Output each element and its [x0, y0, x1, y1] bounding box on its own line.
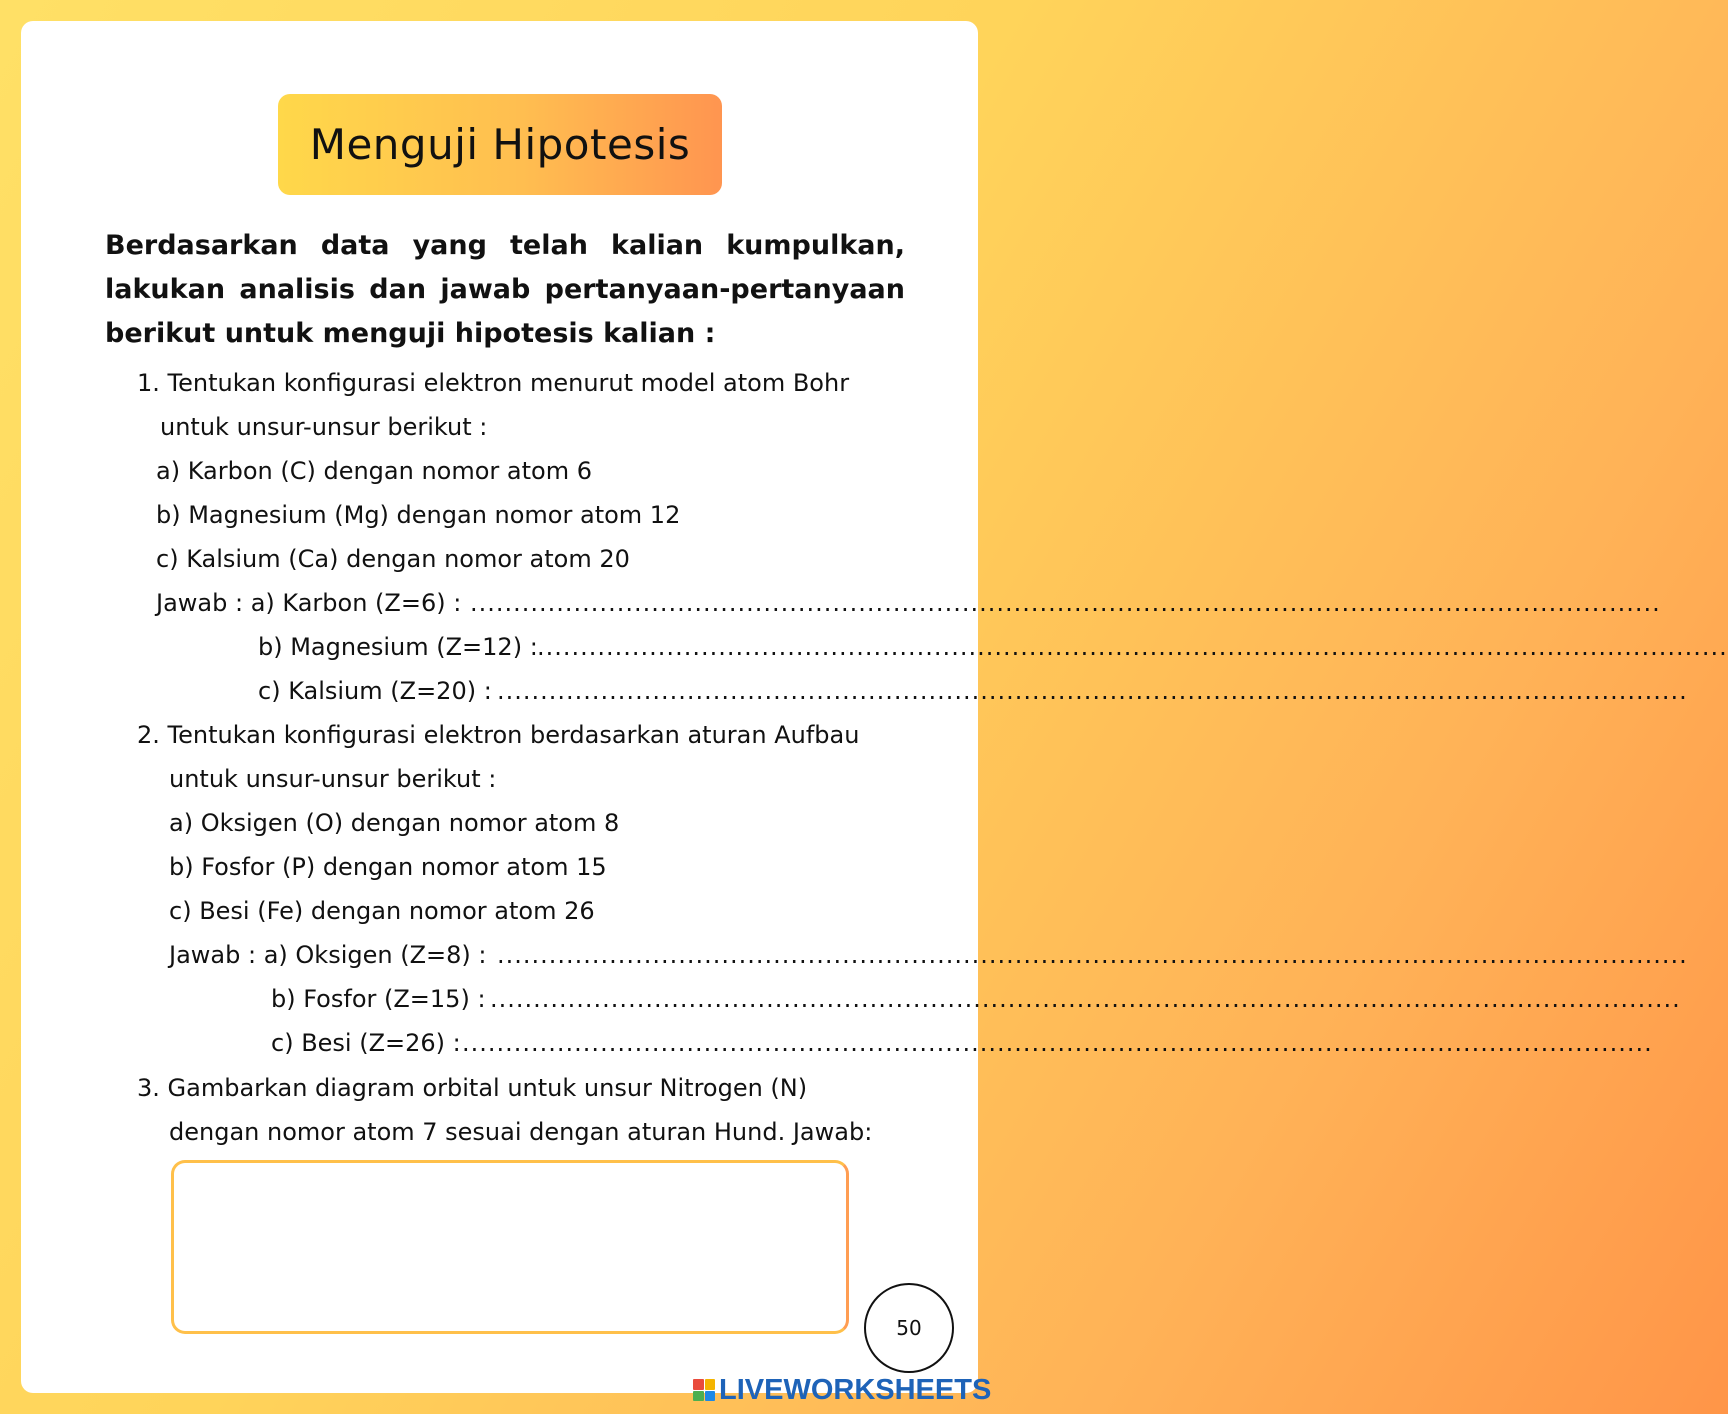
question-2-text: 2. Tentukan konfigurasi elektron berdasarkan aturan Aufbau: [137, 721, 860, 749]
liveworksheets-brand: [693, 1372, 991, 1408]
orbital-diagram-answer-box[interactable]: [171, 1160, 849, 1334]
page-number-badge: [864, 1283, 954, 1373]
page-title-text: Menguji Hipotesis: [309, 120, 691, 169]
question-2-item-b: b) Fosfor (P) dengan nomor atom 15: [169, 853, 607, 881]
answer-2a-label: Jawab : a) Oksigen (Z=8) :: [169, 941, 487, 969]
answer-1b-field[interactable]: ..........................................................................................................................................: [537, 633, 1728, 661]
answer-2c-label: c) Besi (Z=26) :: [271, 1029, 461, 1057]
question-1-item-b: b) Magnesium (Mg) dengan nomor atom 12: [156, 501, 681, 529]
answer-2b-field[interactable]: ..........................................................................................................................................: [490, 985, 1681, 1013]
question-2-text-cont: untuk unsur-unsur berikut :: [169, 765, 497, 793]
question-1-item-a: a) Karbon (C) dengan nomor atom 6: [156, 457, 592, 485]
question-1-text-cont: untuk unsur-unsur berikut :: [160, 413, 488, 441]
question-3-text: 3. Gambarkan diagram orbital untuk unsur Nitrogen (N): [137, 1074, 808, 1102]
brand-name: LIVEWORKSHEETS: [719, 1373, 992, 1406]
page-number: 50: [896, 1316, 922, 1340]
instructions-paragraph: Berdasarkan data yang telah kalian kumpulkan, lakukan analisis dan jawab pertanyaan-pertanyaan berikut untuk menguji hipotesis kalian :: [105, 230, 905, 349]
answer-1c-label: c) Kalsium (Z=20) :: [258, 677, 492, 705]
question-3-text-cont: dengan nomor atom 7 sesuai dengan aturan Hund. Jawab:: [169, 1118, 873, 1146]
question-1-text: 1. Tentukan konfigurasi elektron menurut model atom Bohr: [137, 369, 850, 397]
answer-2a-field[interactable]: ..........................................................................................................................................: [497, 941, 1688, 969]
answer-2b-label: b) Fosfor (Z=15) :: [271, 985, 486, 1013]
question-2-item-a: a) Oksigen (O) dengan nomor atom 8: [169, 809, 620, 837]
answer-1c-field[interactable]: ..........................................................................................................................................: [497, 677, 1688, 705]
answer-2c-field[interactable]: ..........................................................................................................................................: [462, 1029, 1653, 1057]
answer-1a-field[interactable]: ..........................................................................................................................................: [470, 589, 1661, 617]
answer-1b-label: b) Magnesium (Z=12) :: [258, 633, 538, 661]
question-2-item-c: c) Besi (Fe) dengan nomor atom 26: [169, 897, 595, 925]
question-1-item-c: c) Kalsium (Ca) dengan nomor atom 20: [156, 545, 630, 573]
page-title: [278, 94, 722, 195]
liveworksheets-logo-icon: [693, 1379, 715, 1401]
answer-1a-label: Jawab : a) Karbon (Z=6) :: [156, 589, 462, 617]
